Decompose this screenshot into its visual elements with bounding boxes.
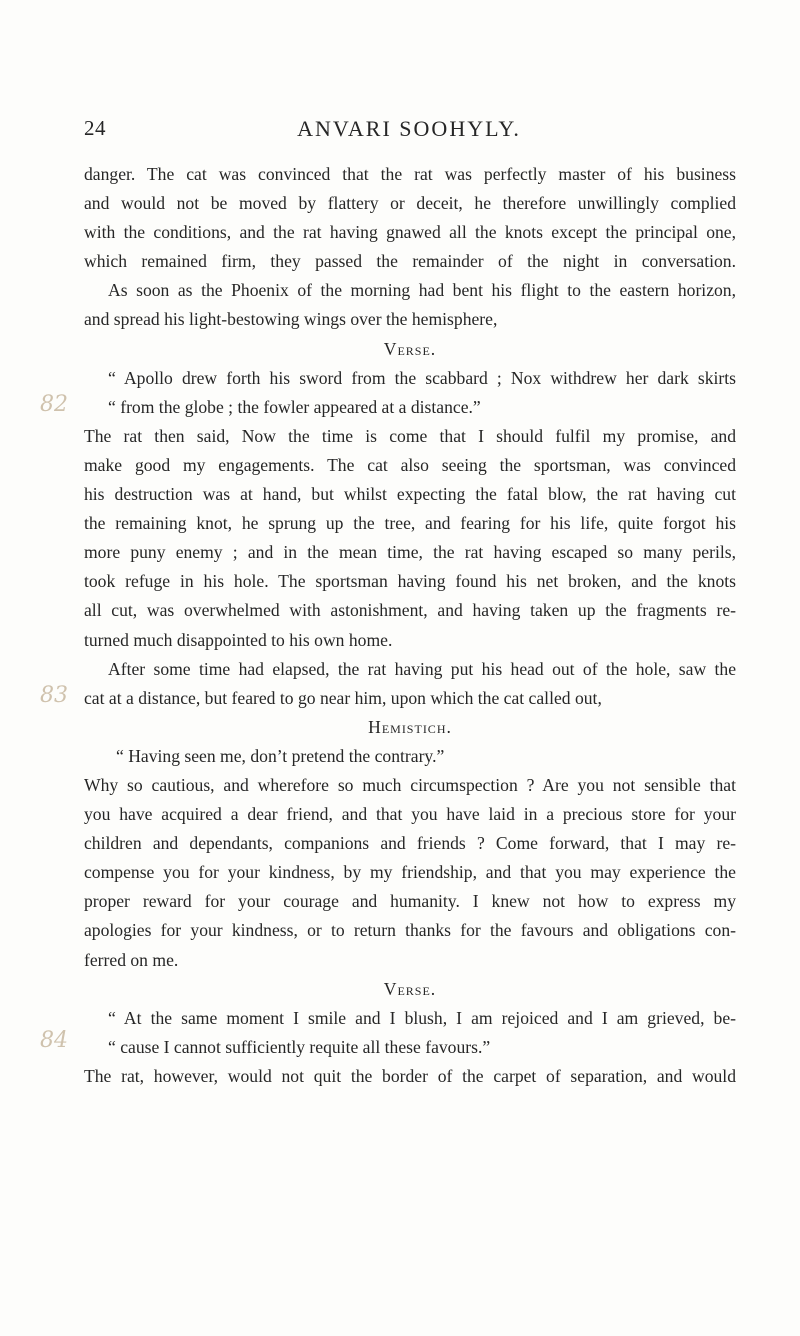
section-heading: Hemistich.: [368, 716, 452, 737]
section-heading: Verse.: [383, 978, 437, 999]
text-line: turned much disappointed to his own home.: [84, 629, 393, 650]
text-line: compense you for your kindness, by my friendship, and that you may experience the: [84, 862, 736, 883]
text-line: all cut, was overwhelmed with astonishment, and having taken up the fragments re-: [84, 600, 736, 621]
text-line: took refuge in his hole. The sportsman having found his net broken, and the knots: [84, 571, 736, 592]
text-line: his destruction was at hand, but whilst expecting the fatal blow, the rat having cut: [84, 484, 736, 505]
text-line: you have acquired a dear friend, and that you have laid in a precious store for your: [84, 804, 736, 825]
text-line: which remained firm, they passed the remainder of the night in conversation.: [84, 251, 736, 272]
text-line: more puny enemy ; and in the mean time, the rat having escaped so many perils,: [84, 542, 736, 563]
text-line: Why so cautious, and wherefore so much circumspection ? Are you not sensible that: [84, 774, 736, 795]
margin-note: 84: [40, 1028, 68, 1053]
text-line: proper reward for your courage and humanity. I knew not how to express my: [84, 891, 736, 912]
section-heading: Verse.: [383, 338, 437, 359]
text-line: with the conditions, and the rat having gnawed all the knots except the principal one,: [84, 222, 736, 243]
text-line: ferred on me.: [84, 949, 179, 970]
text-line: “ Having seen me, don’t pretend the contrary.”: [116, 745, 445, 766]
text-line: cat at a distance, but feared to go near him, upon which the cat called out,: [84, 687, 602, 708]
text-line: make good my engagements. The cat also seeing the sportsman, was convinced: [84, 454, 736, 475]
text-line: and would not be moved by flattery or deceit, he therefore unwillingly complied: [84, 193, 736, 214]
text-line: the remaining knot, he sprung up the tree, and fearing for his life, quite forgot his: [84, 513, 736, 534]
text-line: danger. The cat was convinced that the rat was perfectly master of his business: [84, 164, 736, 184]
text-line: After some time had elapsed, the rat having put his head out of the hole, saw the: [108, 658, 736, 679]
text-line: and spread his light-bestowing wings over the hemisphere,: [84, 309, 498, 330]
text-line: “ from the globe ; the fowler appeared at a distance.”: [108, 396, 481, 417]
text-line: “ At the same moment I smile and I blush, I am rejoiced and I am grieved, be-: [108, 1007, 736, 1028]
text-line: apologies for your kindness, or to return thanks for the favours and obligations con-: [84, 920, 736, 941]
page-number: 24: [84, 116, 106, 140]
running-title: ANVARI SOOHYLY.: [297, 116, 521, 141]
margin-note: 82: [40, 392, 68, 417]
text-line: As soon as the Phoenix of the morning had bent his flight to the eastern horizon,: [108, 280, 736, 301]
text-line: “ cause I cannot sufficiently requite all these favours.”: [108, 1036, 491, 1057]
body-text: [84, 160, 736, 1091]
margin-note: 83: [40, 683, 68, 708]
page-header: [84, 116, 734, 146]
text-line: “ Apollo drew forth his sword from the scabbard ; Nox withdrew her dark skirts: [108, 367, 736, 388]
text-line: The rat then said, Now the time is come that I should fulfil my promise, and: [84, 425, 736, 446]
text-line: The rat, however, would not quit the border of the carpet of separation, and would: [84, 1065, 736, 1086]
text-line: children and dependants, companions and friends ? Come forward, that I may re-: [84, 833, 736, 854]
